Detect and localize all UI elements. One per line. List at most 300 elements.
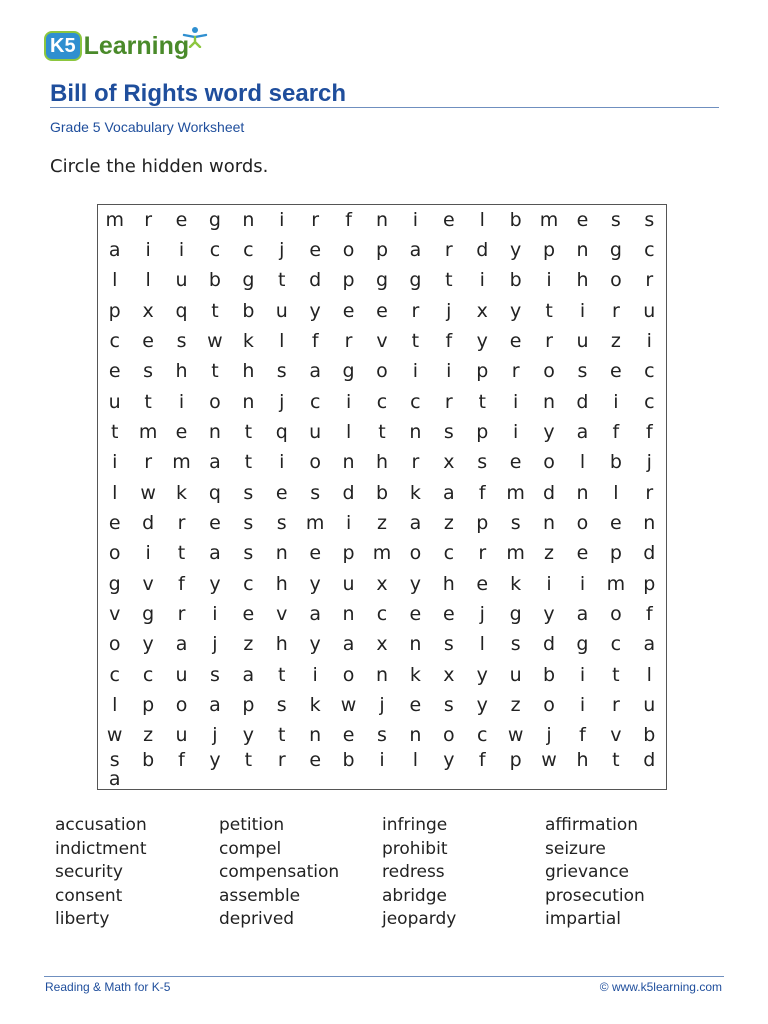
grid-letter: u xyxy=(342,572,355,595)
grid-letter: t xyxy=(211,360,219,383)
grid-letter: f xyxy=(178,572,185,595)
grid-letter: s xyxy=(243,542,254,565)
grid-letter: a xyxy=(442,481,455,504)
grid-letter: s xyxy=(377,724,387,747)
grid-letter: n xyxy=(242,208,255,231)
footer-tagline: Reading & Math for K-5 xyxy=(45,980,171,994)
grid-letter: k xyxy=(409,663,421,686)
grid-letter: c xyxy=(376,390,388,413)
grid-letter: y xyxy=(242,724,254,747)
grid-letter: t xyxy=(478,390,486,413)
grid-letter: n xyxy=(409,633,422,656)
grid-letter: f xyxy=(445,329,453,352)
grid-letter: c xyxy=(644,360,655,383)
grid-letter: p xyxy=(476,511,489,534)
grid-letter: b xyxy=(543,663,556,686)
word-list-item: abridge xyxy=(382,885,447,906)
grid-letter: i xyxy=(178,390,185,413)
grid-letter: i xyxy=(345,390,352,413)
grid-letter: b xyxy=(375,481,389,504)
grid-letter: j xyxy=(212,633,218,656)
grid-letter: p xyxy=(643,572,656,595)
grid-letter: n xyxy=(375,663,389,686)
grid-letter: e xyxy=(209,511,221,534)
grid-letter: e xyxy=(509,329,522,352)
grid-letter: i xyxy=(145,542,151,565)
logo-wordmark: Learning xyxy=(84,32,190,61)
grid-letter: f xyxy=(645,420,653,443)
grid-letter: d xyxy=(543,633,556,656)
grid-letter: y xyxy=(309,633,321,656)
grid-letter: x xyxy=(443,451,455,474)
grid-letter: g xyxy=(342,360,355,383)
grid-letter: q xyxy=(275,420,288,443)
grid-letter: u xyxy=(175,663,188,686)
grid-letter: t xyxy=(211,299,219,322)
grid-letter: r xyxy=(144,451,153,474)
word-list-item: impartial xyxy=(545,909,622,929)
grid-letter: t xyxy=(378,420,386,443)
grid-letter: a xyxy=(409,511,422,534)
grid-letter: p xyxy=(509,749,522,771)
grid-letter: a xyxy=(409,238,422,261)
grid-letter: b xyxy=(142,749,155,771)
grid-letter: b xyxy=(609,451,622,474)
grid-letter: y xyxy=(543,420,555,443)
grid-letter: s xyxy=(109,749,120,771)
grid-letter: q xyxy=(208,481,221,504)
grid-letter: i xyxy=(446,360,452,383)
grid-letter: x xyxy=(476,299,488,322)
grid-letter: c xyxy=(309,390,321,413)
grid-letter: i xyxy=(513,390,519,413)
grid-letter: y xyxy=(476,329,488,352)
grid-letter: a xyxy=(108,238,121,261)
grid-letter: h xyxy=(576,749,589,771)
grid-letter: v xyxy=(610,724,622,747)
grid-letter: r xyxy=(311,208,320,231)
word-list-item: redress xyxy=(382,862,445,882)
grid-letter: w xyxy=(140,481,156,504)
grid-letter: l xyxy=(279,329,285,352)
grid-letter: t xyxy=(411,329,420,352)
grid-letter: y xyxy=(510,238,522,261)
grid-letter: j xyxy=(546,724,552,747)
grid-letter: i xyxy=(479,269,485,292)
grid-letter: g xyxy=(208,208,221,231)
grid-letter: e xyxy=(409,693,422,716)
grid-letter: y xyxy=(209,749,221,771)
grid-letter: z xyxy=(377,511,387,534)
grid-letter: e xyxy=(309,238,322,261)
grid-letter: s xyxy=(443,693,454,716)
grid-letter: m xyxy=(172,451,191,474)
grid-letter: i xyxy=(112,451,118,474)
grid-letter: j xyxy=(212,724,218,747)
grid-letter: s xyxy=(176,329,187,352)
grid-letter: i xyxy=(546,269,552,292)
grid-letter: y xyxy=(476,693,488,716)
grid-letter: r xyxy=(177,511,186,534)
grid-letter: a xyxy=(309,360,321,383)
grid-letter: t xyxy=(177,542,186,565)
grid-letter: e xyxy=(509,451,522,474)
word-list-item: infringe xyxy=(382,815,448,835)
grid-letter: w xyxy=(207,329,223,352)
grid-letter: b xyxy=(208,269,221,292)
grid-letter: u xyxy=(509,663,522,686)
grid-letter: r xyxy=(277,749,286,771)
grid-letter: g xyxy=(142,602,155,625)
word-list-item: deprived xyxy=(219,909,295,929)
grid-letter: p xyxy=(609,542,622,565)
grid-letter: z xyxy=(510,693,521,716)
grid-letter: h xyxy=(375,451,389,474)
grid-letter: e xyxy=(576,542,589,565)
grid-letter: o xyxy=(175,693,188,716)
grid-letter: e xyxy=(175,208,188,231)
grid-letter: e xyxy=(175,420,188,443)
grid-letter: p xyxy=(476,360,489,383)
grid-letter: t xyxy=(278,663,286,686)
grid-letter: a xyxy=(342,633,355,656)
grid-letter: o xyxy=(610,269,622,292)
logo-badge: K5 xyxy=(44,31,82,61)
grid-letter: i xyxy=(579,572,586,595)
grid-letter: n xyxy=(309,724,322,747)
word-list-item: petition xyxy=(219,815,285,835)
word-list-item: accusation xyxy=(55,815,147,835)
grid-letter: o xyxy=(543,451,555,474)
grid-letter: h xyxy=(576,269,589,292)
grid-letter: n xyxy=(342,602,355,625)
grid-letter: r xyxy=(411,299,420,322)
word-list-item: affirmation xyxy=(545,815,639,835)
grid-letter: l xyxy=(345,420,352,443)
grid-letter: u xyxy=(175,724,188,747)
grid-letter: i xyxy=(579,693,586,716)
grid-letter: s xyxy=(443,633,454,656)
grid-letter: z xyxy=(443,511,454,534)
grid-letter: s xyxy=(510,633,521,656)
grid-letter: s xyxy=(243,481,254,504)
grid-letter: y xyxy=(309,572,321,595)
grid-letter: a xyxy=(209,693,221,716)
grid-letter: i xyxy=(546,572,552,595)
grid-letter: o xyxy=(376,360,388,383)
grid-letter: h xyxy=(242,360,255,383)
grid-letter: j xyxy=(279,238,285,261)
grid-letter: o xyxy=(108,633,121,656)
grid-letter: v xyxy=(142,572,154,595)
word-list-item: seizure xyxy=(545,838,606,859)
grid-letter: o xyxy=(342,238,355,261)
grid-letter: u xyxy=(108,390,121,413)
grid-letter: h xyxy=(175,360,188,383)
grid-letter: e xyxy=(342,724,355,747)
grid-letter: x xyxy=(376,572,388,595)
grid-letter: m xyxy=(305,511,325,534)
grid-letter: s xyxy=(276,360,287,383)
grid-letter: a xyxy=(576,420,589,443)
grid-letter: b xyxy=(242,299,255,322)
grid-letter: b xyxy=(342,749,355,771)
grid-letter: f xyxy=(612,420,620,443)
grid-letter: e xyxy=(610,360,622,383)
word-list-item: indictment xyxy=(55,838,147,859)
grid-letter: d xyxy=(142,511,155,534)
grid-letter: a xyxy=(175,633,188,656)
grid-letter: i xyxy=(513,420,519,443)
grid-letter: n xyxy=(576,481,589,504)
grid-letter: c xyxy=(243,572,254,595)
grid-letter: y xyxy=(543,602,555,625)
grid-letter: d xyxy=(576,390,589,413)
grid-letter: d xyxy=(643,749,656,771)
grid-letter: t xyxy=(110,420,119,443)
grid-letter: s xyxy=(610,208,621,231)
grid-letter: e xyxy=(309,749,322,771)
word-list-item: assemble xyxy=(219,885,301,906)
grid-letter: i xyxy=(579,299,586,322)
grid-letter: o xyxy=(576,511,589,534)
grid-letter: l xyxy=(145,269,151,292)
grid-letter: f xyxy=(579,724,586,747)
grid-letter: h xyxy=(442,572,455,595)
grid-letter: p xyxy=(375,238,389,261)
word-list-item: compel xyxy=(219,838,282,859)
grid-letter: e xyxy=(242,602,255,625)
grid-letter: e xyxy=(142,329,154,352)
grid-letter: t xyxy=(244,420,253,443)
grid-letter: y xyxy=(209,572,221,595)
grid-letter: j xyxy=(379,693,385,716)
grid-letter: o xyxy=(610,602,622,625)
grid-letter: n xyxy=(342,451,355,474)
grid-letter: n xyxy=(409,724,422,747)
grid-letter: s xyxy=(243,511,254,534)
grid-letter: i xyxy=(145,238,151,261)
grid-letter: u xyxy=(175,269,188,292)
grid-letter: p xyxy=(142,693,155,716)
grid-letter: i xyxy=(579,663,586,686)
grid-letter: e xyxy=(576,208,589,231)
word-list-item: consent xyxy=(55,885,123,906)
grid-letter: a xyxy=(643,633,656,656)
grid-letter: f xyxy=(345,208,352,231)
grid-letter: n xyxy=(242,390,255,413)
grid-letter: i xyxy=(345,511,352,534)
grid-letter: a xyxy=(209,451,221,474)
grid-letter: s xyxy=(443,420,454,443)
grid-letter: d xyxy=(476,238,489,261)
grid-letter: w xyxy=(106,724,123,747)
grid-letter: p xyxy=(543,238,556,261)
grid-letter: t xyxy=(244,749,253,771)
grid-letter: e xyxy=(376,299,388,322)
grid-letter: r xyxy=(344,329,353,352)
grid-letter: q xyxy=(175,299,188,322)
grid-letter: o xyxy=(409,542,422,565)
grid-letter: h xyxy=(275,633,288,656)
word-list xyxy=(55,814,705,932)
grid-letter: o xyxy=(342,663,355,686)
grid-letter: g xyxy=(242,269,255,292)
grid-letter: j xyxy=(646,451,652,474)
grid-letter: k xyxy=(242,329,254,352)
grid-letter: g xyxy=(375,269,389,292)
grid-letter: e xyxy=(476,572,489,595)
grid-letter: x xyxy=(142,299,154,322)
grid-letter: a xyxy=(576,602,589,625)
page-title: Bill of Rights word search xyxy=(50,80,347,107)
grid-letter: a xyxy=(209,542,221,565)
grid-letter: l xyxy=(646,663,652,686)
grid-letter: c xyxy=(109,663,120,686)
grid-letter: i xyxy=(212,602,218,625)
grid-letter: m xyxy=(372,542,392,565)
grid-letter: r xyxy=(611,693,620,716)
grid-letter: p xyxy=(476,420,489,443)
grid-letter: c xyxy=(209,238,221,261)
grid-letter: n xyxy=(409,420,422,443)
grid-letter: s xyxy=(276,511,287,534)
grid-letter: n xyxy=(375,208,389,231)
grid-letter: a xyxy=(309,602,321,625)
grid-letter: i xyxy=(379,749,385,771)
grid-letter: g xyxy=(609,238,622,261)
grid-letter: n xyxy=(208,420,221,443)
grid-letter: t xyxy=(545,299,553,322)
grid-letter: e xyxy=(442,208,455,231)
grid-letter: u xyxy=(275,299,288,322)
grid-letter: r xyxy=(478,542,487,565)
grid-letter: z xyxy=(143,724,154,747)
grid-letter: i xyxy=(178,238,185,261)
grid-letter: e xyxy=(342,299,355,322)
grid-letter: s xyxy=(577,360,588,383)
grid-letter: d xyxy=(342,481,355,504)
grid-letter: y xyxy=(309,299,321,322)
grid-letter: l xyxy=(479,633,485,656)
grid-letter: t xyxy=(445,269,453,292)
grid-letter: k xyxy=(309,693,321,716)
footer-website: © www.k5learning.com xyxy=(599,980,722,994)
footer-divider xyxy=(44,976,724,977)
grid-letter: l xyxy=(112,693,118,716)
grid-letter: m xyxy=(539,208,559,231)
grid-letter: b xyxy=(509,269,522,292)
grid-letter: o xyxy=(543,693,555,716)
title-divider xyxy=(50,107,719,108)
grid-letter: l xyxy=(579,451,586,474)
grid-letter: o xyxy=(108,542,121,565)
word-list-item: grievance xyxy=(545,862,630,882)
grid-letter: n xyxy=(543,390,556,413)
k5-learning-logo xyxy=(44,26,189,66)
grid-letter: t xyxy=(144,390,152,413)
grid-letter: t xyxy=(244,451,253,474)
word-list-item: security xyxy=(55,862,123,882)
grid-letter: u xyxy=(576,329,589,352)
grid-letter: d xyxy=(309,269,322,292)
grid-letter: l xyxy=(613,481,619,504)
person-jumping-icon xyxy=(180,26,210,48)
grid-letter: c xyxy=(410,390,421,413)
grid-letter: u xyxy=(643,693,656,716)
grid-letter: o xyxy=(209,390,221,413)
grid-letter: c xyxy=(443,542,455,565)
grid-letter: s xyxy=(209,663,220,686)
grid-letter: c xyxy=(142,663,154,686)
grid-letter: e xyxy=(108,360,121,383)
grid-letter: r xyxy=(144,208,153,231)
grid-letter: o xyxy=(309,451,321,474)
grid-letter: u xyxy=(309,420,322,443)
grid-letter: i xyxy=(412,208,419,231)
grid-letter: k xyxy=(409,481,421,504)
grid-letter: l xyxy=(479,208,485,231)
grid-letter: t xyxy=(278,269,286,292)
grid-letter: w xyxy=(340,693,357,716)
grid-letter: e xyxy=(108,511,121,534)
grid-letter: p xyxy=(342,542,355,565)
grid-letter: c xyxy=(644,390,655,413)
grid-letter: y xyxy=(142,633,154,656)
grid-letter: f xyxy=(478,749,486,771)
grid-letter: o xyxy=(543,360,555,383)
instructions: Circle the hidden words. xyxy=(50,156,269,177)
grid-letter: r xyxy=(645,481,654,504)
grid-letter: e xyxy=(409,602,422,625)
grid-letter: d xyxy=(643,542,656,565)
grid-letter: p xyxy=(242,693,255,716)
grid-letter: r xyxy=(645,269,654,292)
grid-letter: t xyxy=(612,749,620,771)
grid-letter: z xyxy=(243,633,254,656)
grid-letter: s xyxy=(477,451,488,474)
grid-letter: y xyxy=(476,663,488,686)
word-list-item: compensation xyxy=(219,862,340,882)
grid-letter: r xyxy=(511,360,520,383)
grid-letter: y xyxy=(510,299,522,322)
grid-letter: s xyxy=(276,693,287,716)
grid-letter: k xyxy=(510,572,522,595)
grid-letter: g xyxy=(509,602,522,625)
grid-letter: b xyxy=(509,208,522,231)
grid-letter: r xyxy=(177,602,186,625)
grid-letter: r xyxy=(411,451,420,474)
grid-letter: h xyxy=(275,572,288,595)
grid-letter: i xyxy=(646,329,652,352)
grid-letter: l xyxy=(412,749,419,771)
grid-letter: e xyxy=(610,511,622,534)
grid-letter: z xyxy=(610,329,621,352)
grid-letter: w xyxy=(541,749,557,771)
grid-letter: p xyxy=(108,299,121,322)
word-list-item: prohibit xyxy=(382,838,448,859)
grid-letter: g xyxy=(576,633,589,656)
grid-letter: s xyxy=(510,511,521,534)
grid-letter: v xyxy=(376,329,388,352)
grid-letter: s xyxy=(143,360,154,383)
grid-letter: k xyxy=(176,481,188,504)
grid-letter: j xyxy=(446,299,452,322)
grid-letter: s xyxy=(310,481,321,504)
grid-letter: d xyxy=(543,481,556,504)
grid-letter: o xyxy=(443,724,455,747)
grid-letter: e xyxy=(442,602,455,625)
